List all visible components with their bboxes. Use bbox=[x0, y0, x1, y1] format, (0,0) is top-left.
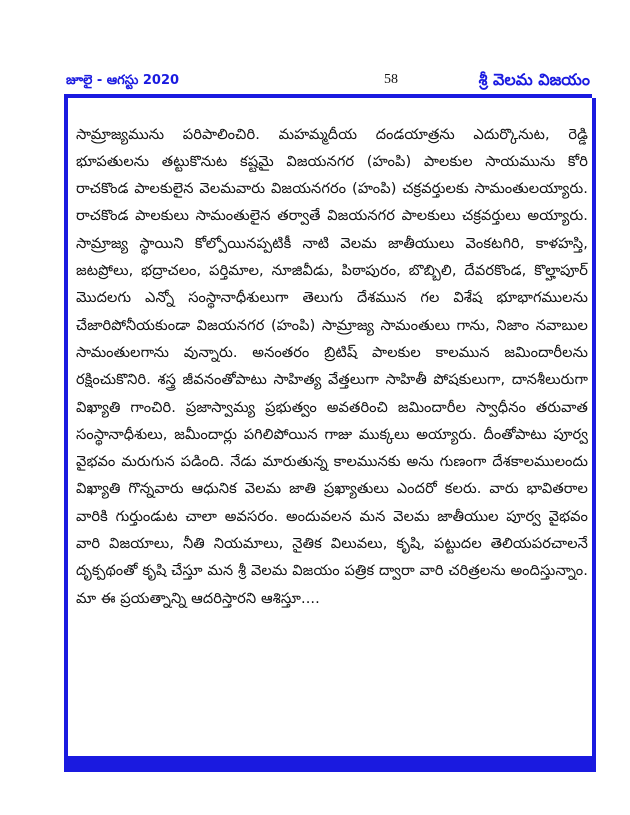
article-frame bbox=[64, 98, 596, 756]
page-header bbox=[64, 70, 592, 98]
magazine-title: శ్రీ వెలమ విజయం bbox=[478, 70, 590, 89]
issue-date: జూలై - ఆగస్టు 2020 bbox=[66, 73, 180, 88]
article-paragraph: సామ్రాజ్యమును పరిపాలించిరి. మహమ్మదీయ దండయాత్రను ఎదుర్కొనుట, రెడ్డి భూపతులను తట్టుకొనుట కష్టమై విజయనగర (హంపి) పాలకుల సాయమును కోరి రాచకొండ పాలకులైన వెలమవారు విజయనగరం (హంపి) చక్రవర్తులకు సామంతులయ్యారు. రాచకొండ పాలకులు సామంతులైన తర్వాతే విజయనగర పాలకులు చక్రవర్తులు అయ్యారు. సామ్రాజ్య స్థాయిని కోల్పోయినప్పటికీ నాటి వెలమ జాతీయులు వెంకటగిరి, కాళహస్తి, జటప్రోలు, భద్రాచలం, పర్తిమాల, నూజివీడు, పిఠాపురం, బొబ్బిలి, దేవరకొండ, కొల్హాపూర్ మొదలగు ఎన్నో సంస్థానాధీశులుగా తెలుగు దేశమున గల విశేష భూభాగములను చేజారిపోనీయకుండా విజయనగర (హంపి) సామ్రాజ్య సామంతులు గాను, నిజాం నవాబుల సామంతులగాను వున్నారు. అనంతరం బ్రిటిష్ పాలకుల కాలమున జమిందారీలను రక్షించుకొనిరి. శస్త్ర జీవనంతోపాటు సాహిత్య వేత్తలుగా సాహితీ పోషకులుగా, దానశీలురుగా విఖ్యాతి గాంచిరి. ప్రజాస్వామ్య ప్రభుత్వం అవతరించి జమిందారీల స్వాధీనం తరువాత సంస్థానాధీశులు, జమీందార్లు పగిలిపోయిన గాజు ముక్కలు అయ్యారు. దీంతోపాటు పూర్వ వైభవం మరుగున పడింది. నేడు మారుతున్న కాలమునకు అను గుణంగా దేశకాలములందు విఖ్యాతి గొన్నవారు ఆధునిక వెలమ జాతి ప్రఖ్యాతులు ఎందరో కలరు. వారు భావితరాల వారికి గుర్తుండుట చాలా అవసరం. అందువలన మన వెలమ జాతీయుల పూర్వ వైభవం వారి విజయాలు, నీతి నియమాలు, నైతిక విలువలు, కృషి, పట్టుదల తెలియపరచాలనే దృక్పథంతో కృషి చేస్తూ మన శ్రీ వెలమ విజయం పత్రిక ద్వారా వారి చరిత్రలను అందిస్తున్నాం. మా ఈ ప్రయత్నాన్ని ఆదరిస్తారని ఆశిస్తూ.... bbox=[76, 125, 588, 607]
footer-bar bbox=[64, 756, 596, 772]
page-number: 58 bbox=[384, 72, 398, 87]
